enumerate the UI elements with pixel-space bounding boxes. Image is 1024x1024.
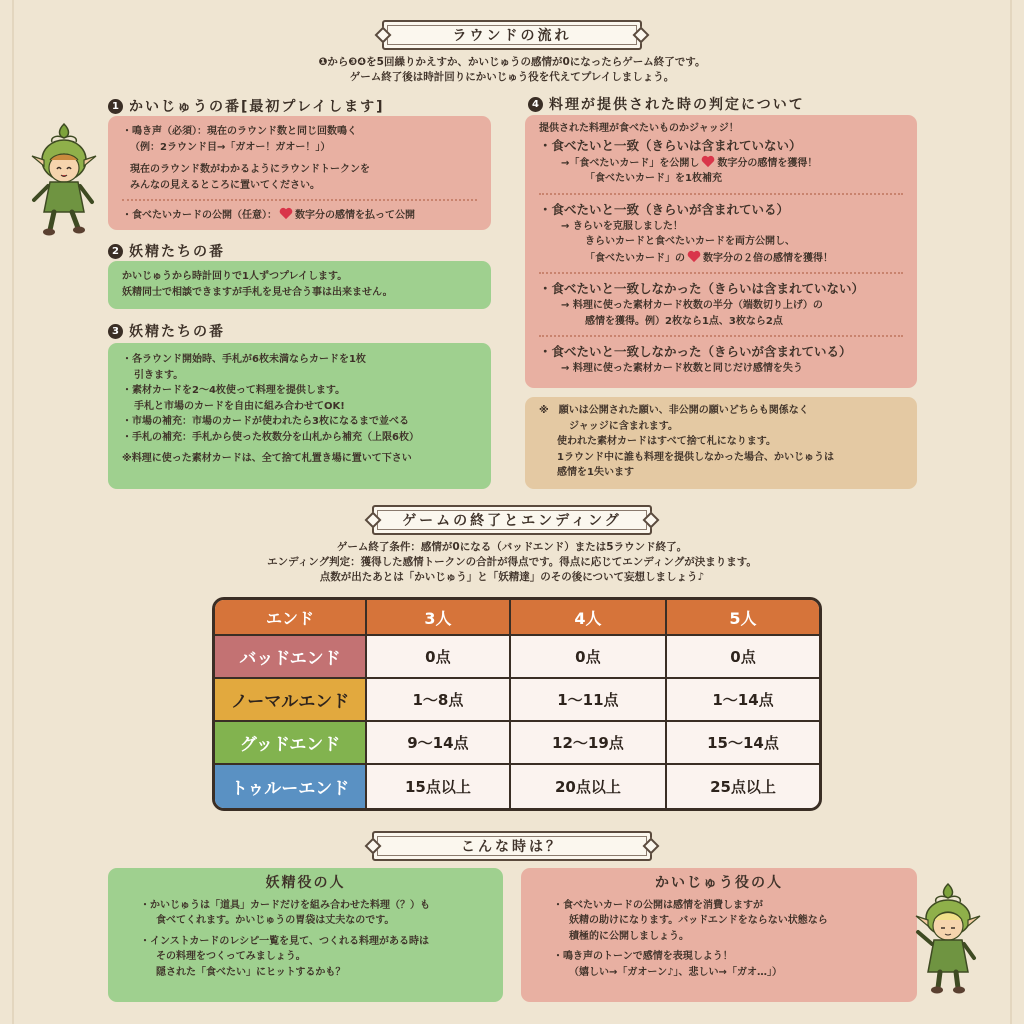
table-header-5p: 5人	[667, 600, 819, 636]
table-cell: 12〜19点	[511, 722, 667, 765]
table-row-good	[215, 722, 819, 765]
table-cell: 0点	[511, 636, 667, 679]
step4-title: 料理が提供された時の判定について	[549, 97, 805, 113]
step4-intro: 提供された料理が食べたいものかジャッジ！	[539, 123, 739, 134]
note-line2: ジャッジに含まれます。	[569, 420, 678, 432]
judge-nomatch-with-dislike: ・食べたいと一致しなかった（きらいが含まれている）	[539, 344, 852, 359]
table-row-bad	[215, 636, 819, 679]
step1-divider	[122, 199, 477, 201]
judge-match-with-dislike: ・食べたいと一致（きらいが含まれている）	[539, 201, 790, 217]
ending-text	[0, 540, 1024, 585]
step1-line5a: ・食べたいカードの公開（任意）：	[122, 210, 277, 221]
fairy-character-illustration	[912, 880, 984, 998]
table-row-normal	[215, 679, 819, 722]
ending-table	[212, 597, 822, 811]
step1-heading	[108, 96, 385, 116]
judge-a-line1a: →「食べたいカード」を公開し	[561, 157, 700, 169]
table-cell: 15点以上	[367, 765, 511, 808]
step4-heading	[528, 94, 805, 114]
step1-line5b: 数字分の感情を払って公開	[295, 210, 415, 221]
table-cell: 1〜8点	[367, 679, 511, 722]
step3-line6: ・手札の補充：手札から使った枚数分を山札から補充（上限6枚）	[122, 431, 419, 443]
fairy-character-illustration	[28, 120, 100, 238]
table-cell: 1〜14点	[667, 679, 819, 722]
note-line4: 1ラウンド中に誰も料理を提供しなかった場合、かいじゅうは	[557, 451, 834, 463]
row-label-normal: ノーマルエンド	[215, 679, 367, 722]
step4-divider-1	[539, 193, 903, 195]
judge-a-line1b: 数字分の感情を獲得！	[717, 157, 818, 169]
step1-title: かいじゅうの番[最初プレイします]	[129, 99, 385, 115]
judge-nomatch-no-dislike: ・食べたいと一致しなかった（きらいは含まれていない）	[539, 281, 865, 296]
heart-icon	[687, 250, 701, 263]
ending-line1: ゲーム終了条件：感情が0になる（バッドエンド）または5ラウンド終了。	[336, 541, 688, 553]
table-header-end: エンド	[215, 600, 367, 636]
step1-number: 1	[108, 99, 123, 114]
step1-line3: 現在のラウンド数がわかるようにラウンドトークンを	[130, 164, 370, 175]
table-cell: 25点以上	[667, 765, 819, 808]
step2-title: 妖精たちの番	[129, 244, 225, 260]
row-label-bad: バッドエンド	[215, 636, 367, 679]
ending-line2: エンディング判定：獲得した感情トークンの合計が得点です。得点に応じてエンディングが決まります。	[267, 556, 757, 568]
table-cell: 9〜14点	[367, 722, 511, 765]
note-line3: 使われた素材カードはすべて捨て札になります。	[557, 436, 776, 447]
note-box	[525, 397, 917, 489]
round-flow-title: ラウンドの流れ	[452, 28, 572, 44]
kaiju-line3: 積極的に公開しましょう。	[569, 930, 689, 942]
kaiju-tips-title: かいじゅう役の人	[655, 875, 783, 891]
table-cell: 0点	[667, 636, 819, 679]
step1-reveal-line	[122, 207, 477, 224]
table-cell: 20点以上	[511, 765, 667, 808]
step1-box	[108, 116, 491, 230]
judge-a-line2: 「食べたいカード」を1枚補充	[585, 173, 722, 184]
row-label-good: グッドエンド	[215, 722, 367, 765]
step4-divider-3	[539, 335, 903, 337]
table-header-3p: 3人	[367, 600, 511, 636]
judge-match-no-dislike: ・食べたいと一致（きらいは含まれていない）	[539, 137, 802, 153]
step2-line2: 妖精同士で相談できますが手札を見せ合う事は出来ません。	[122, 286, 393, 298]
fairy-tips-box	[108, 868, 503, 1002]
judge-b-line3	[539, 250, 903, 267]
step3-line3: ・素材カードを2～4枚使って料理を提供します。	[122, 385, 346, 396]
step2-number: 2	[108, 244, 123, 259]
fairy-line5: 隠された「食べたい」にヒットするかも？	[156, 966, 346, 978]
round-flow-line1: ❶から❸❹を5回繰りかえすか、かいじゅうの感情が0になったらゲーム終了です。	[318, 56, 706, 68]
ending-title: ゲームの終了とエンディング	[402, 513, 622, 529]
fairy-tips-title: 妖精役の人	[265, 875, 346, 891]
step2-heading	[108, 241, 225, 261]
round-flow-text	[0, 55, 1024, 85]
judge-d-line1: → 料理に使った素材カード枚数と同じだけ感情を失う	[561, 363, 803, 374]
table-cell: 15〜14点	[667, 722, 819, 765]
step3-line2: 引きます。	[134, 369, 184, 381]
fairy-line1: ・かいじゅうは「道具」カードだけを組み合わせた料理（？）も	[140, 899, 430, 911]
fairy-line2: 食べてくれます。かいじゅうの胃袋は丈夫なのです。	[156, 915, 395, 926]
step3-line1: ・各ラウンド開始時、手札が6枚未満ならカードを1枚	[122, 354, 366, 365]
step3-box	[108, 343, 491, 489]
note-line1: ※ 願いは公開された願い、非公開の願いどちらも関係なく	[539, 405, 809, 416]
fairy-line3: ・インストカードのレシピ一覧を見て、つくれる料理がある時は	[140, 935, 429, 947]
tips-title: こんな時は？	[461, 839, 563, 855]
round-flow-line2: ゲーム終了後は時計回りにかいじゅう役を代えてプレイしましょう。	[349, 71, 675, 83]
step1-line1: ・鳴き声（必須）：現在のラウンド数と同じ回数鳴く	[122, 126, 357, 137]
kaiju-line1: ・食べたいカードの公開は感情を消費しますが	[553, 899, 763, 911]
fairy-line4: その料理をつくってみましょう。	[156, 951, 306, 962]
note-line5: 感情を1失います	[557, 467, 634, 478]
table-cell: 0点	[367, 636, 511, 679]
step2-line1: かいじゅうから時計回りで1人ずつプレイします。	[122, 271, 348, 282]
ending-banner	[372, 505, 652, 535]
step1-line2: （例：2ラウンド目→「ガオー！ガオー！」）	[130, 141, 331, 153]
step2-box	[108, 261, 491, 309]
judge-c-line1: → 料理に使った素材カード枚数の半分（端数切り上げ）の	[561, 300, 823, 311]
judge-b-line2: きらいカードと食べたいカードを両方公開し、	[585, 236, 795, 247]
kaiju-line4: ・鳴き声のトーンで感情を表現しよう！	[553, 951, 733, 962]
step3-title: 妖精たちの番	[129, 324, 225, 340]
step4-number: 4	[528, 97, 543, 112]
kaiju-line2: 妖精の助けになります。バッドエンドをならない状態なら	[569, 915, 828, 926]
row-label-true: トゥルーエンド	[215, 765, 367, 808]
ending-line3: 点数が出たあとは「かいじゅう」と「妖精達」のその後について妄想しましょう♪	[319, 571, 705, 583]
table-header-row	[215, 600, 819, 636]
table-header-4p: 4人	[511, 600, 667, 636]
step3-line4: 手札と市場のカードを自由に組み合わせてOK!	[134, 400, 345, 412]
step3-line5: ・市場の補充：市場のカードが使われたら3枚になるまで並べる	[122, 416, 409, 427]
step3-number: 3	[108, 324, 123, 339]
table-cell: 1〜11点	[511, 679, 667, 722]
kaiju-line5: （嬉しい→「ガオーン♪」、悲しい→「ガオ…」）	[569, 966, 782, 978]
heart-icon	[279, 207, 293, 220]
step3-heading	[108, 321, 225, 341]
step4-box	[525, 115, 917, 388]
judge-c-line2: 感情を獲得。例）2枚なら1点、3枚なら2点	[585, 315, 783, 327]
kaiju-tips-box	[521, 868, 917, 1002]
judge-b-line3a: 「食べたいカード」の	[585, 252, 685, 264]
step4-divider-2	[539, 272, 903, 274]
heart-icon	[701, 155, 715, 168]
round-flow-banner	[382, 20, 642, 50]
step3-line7: ※料理に使った素材カードは、全て捨て札置き場に置いて下さい	[122, 453, 412, 464]
tips-banner	[372, 831, 652, 861]
judge-b-line1: → きらいを克服しました！	[561, 220, 683, 232]
table-row-true	[215, 765, 819, 808]
step1-line4: みんなの見えるところに置いてください。	[130, 179, 320, 191]
judge-a-line1	[539, 155, 903, 172]
judge-b-line3b: 数字分の２倍の感情を獲得！	[703, 252, 833, 264]
